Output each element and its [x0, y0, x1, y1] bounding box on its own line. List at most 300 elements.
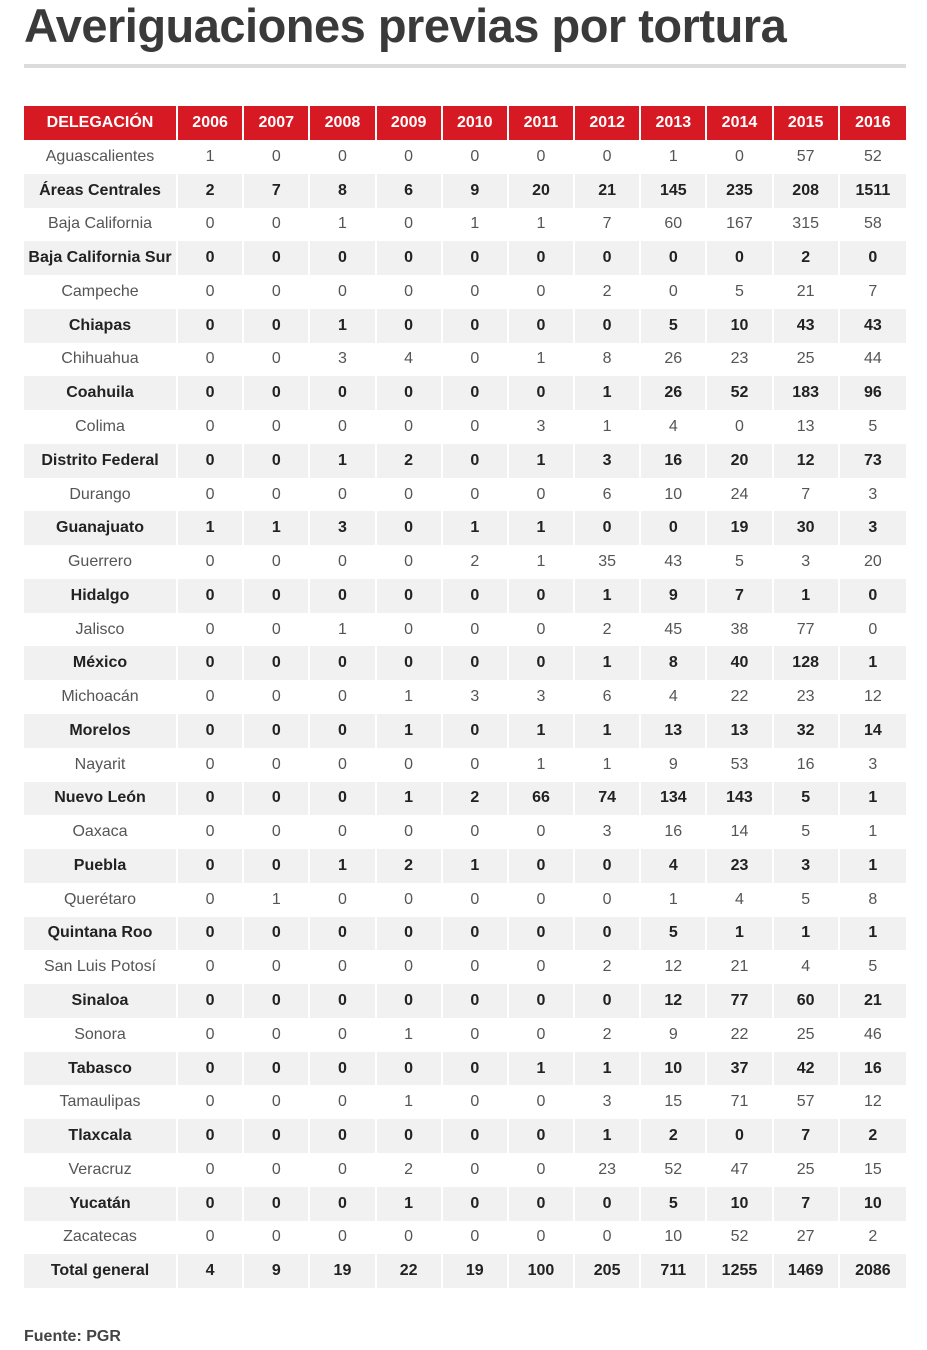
table-cell: 0 — [443, 410, 509, 444]
table-cell: 3 — [840, 748, 906, 782]
table-cell: 0 — [377, 478, 443, 512]
table-cell: 1 — [377, 680, 443, 714]
column-header-2010: 2010 — [443, 106, 509, 140]
table-cell: 60 — [641, 208, 707, 242]
table-cell: 0 — [575, 309, 641, 343]
table-cell: 12 — [840, 1085, 906, 1119]
table-cell: 3 — [509, 410, 575, 444]
table-cell: 0 — [178, 1153, 244, 1187]
table-cell: 0 — [310, 579, 376, 613]
table-cell: 4 — [641, 680, 707, 714]
table-cell: 1 — [310, 849, 376, 883]
page-title: Averiguaciones previas por tortura — [24, 0, 787, 52]
table-cell: 0 — [244, 1085, 310, 1119]
table-cell: 1511 — [840, 174, 906, 208]
table-cell: 0 — [310, 1221, 376, 1255]
table-cell: 0 — [244, 309, 310, 343]
column-header-2016: 2016 — [840, 106, 906, 140]
table-header-row — [24, 106, 906, 140]
table-cell: 53 — [707, 748, 773, 782]
table-cell: 22 — [707, 1018, 773, 1052]
table-cell: 0 — [178, 613, 244, 647]
table-cell: 13 — [707, 714, 773, 748]
table-cell: 3 — [774, 545, 840, 579]
table-cell: 7 — [840, 275, 906, 309]
table-cell: 0 — [310, 782, 376, 816]
table-cell: 77 — [774, 613, 840, 647]
table-cell: 0 — [377, 984, 443, 1018]
row-label: Querétaro — [24, 883, 178, 917]
table-cell: 25 — [774, 1018, 840, 1052]
table-cell: 10 — [641, 478, 707, 512]
table-cell: 0 — [244, 950, 310, 984]
table-row — [24, 208, 906, 242]
table-cell: 2 — [575, 613, 641, 647]
row-label: Guanajuato — [24, 511, 178, 545]
table-cell: 0 — [178, 782, 244, 816]
table-cell: 0 — [178, 478, 244, 512]
table-cell: 4 — [641, 410, 707, 444]
table-cell: 1 — [509, 444, 575, 478]
table-cell: 0 — [443, 1052, 509, 1086]
table-cell: 0 — [377, 1052, 443, 1086]
table-cell: 21 — [840, 984, 906, 1018]
row-label: Morelos — [24, 714, 178, 748]
table-cell: 0 — [443, 714, 509, 748]
table-row — [24, 309, 906, 343]
table-cell: 44 — [840, 343, 906, 377]
table-cell: 0 — [310, 950, 376, 984]
table-cell: 0 — [310, 815, 376, 849]
table-row — [24, 1221, 906, 1255]
table-cell: 9 — [641, 579, 707, 613]
table-cell: 20 — [707, 444, 773, 478]
total-cell: 22 — [377, 1254, 443, 1288]
table-cell: 0 — [443, 1018, 509, 1052]
table-cell: 0 — [244, 140, 310, 174]
table-cell: 3 — [575, 1085, 641, 1119]
table-cell: 2 — [575, 1018, 641, 1052]
table-cell: 0 — [509, 579, 575, 613]
table-cell: 0 — [178, 1018, 244, 1052]
table-cell: 0 — [178, 984, 244, 1018]
table-cell: 0 — [244, 748, 310, 782]
row-label: Chihuahua — [24, 343, 178, 377]
table-cell: 8 — [840, 883, 906, 917]
table-cell: 2 — [575, 275, 641, 309]
table-cell: 0 — [178, 748, 244, 782]
table-cell: 3 — [575, 444, 641, 478]
table-cell: 16 — [840, 1052, 906, 1086]
table-cell: 0 — [509, 1119, 575, 1153]
table-row — [24, 343, 906, 377]
table-cell: 1 — [840, 815, 906, 849]
table-cell: 16 — [641, 815, 707, 849]
table-cell: 0 — [310, 545, 376, 579]
table-cell: 1 — [377, 714, 443, 748]
table-row — [24, 613, 906, 647]
table-cell: 1 — [178, 511, 244, 545]
table-cell: 0 — [443, 748, 509, 782]
table-cell: 10 — [707, 309, 773, 343]
row-label: Tamaulipas — [24, 1085, 178, 1119]
table-cell: 3 — [840, 511, 906, 545]
table-cell: 0 — [575, 140, 641, 174]
table-cell: 0 — [310, 714, 376, 748]
table-cell: 0 — [443, 815, 509, 849]
table-cell: 1 — [575, 1052, 641, 1086]
table-cell: 15 — [840, 1153, 906, 1187]
table-cell: 5 — [707, 275, 773, 309]
column-header-2012: 2012 — [575, 106, 641, 140]
column-header-2008: 2008 — [310, 106, 376, 140]
table-cell: 1 — [443, 849, 509, 883]
table-cell: 4 — [377, 343, 443, 377]
table-row — [24, 950, 906, 984]
table-cell: 0 — [310, 410, 376, 444]
table-cell: 2 — [774, 241, 840, 275]
table-cell: 5 — [707, 545, 773, 579]
table-cell: 4 — [641, 849, 707, 883]
table-cell: 9 — [443, 174, 509, 208]
table-cell: 1 — [178, 140, 244, 174]
table-cell: 7 — [774, 1187, 840, 1221]
table-cell: 0 — [509, 241, 575, 275]
table-cell: 2 — [840, 1221, 906, 1255]
table-cell: 0 — [310, 241, 376, 275]
table-cell: 0 — [509, 478, 575, 512]
table-cell: 0 — [509, 1018, 575, 1052]
row-label: Distrito Federal — [24, 444, 178, 478]
table-cell: 0 — [244, 444, 310, 478]
table-cell: 0 — [443, 1119, 509, 1153]
table-cell: 0 — [377, 646, 443, 680]
table-cell: 1 — [509, 545, 575, 579]
table-cell: 0 — [310, 478, 376, 512]
total-cell: 100 — [509, 1254, 575, 1288]
table-cell: 42 — [774, 1052, 840, 1086]
table-cell: 0 — [244, 849, 310, 883]
table-cell: 0 — [244, 1052, 310, 1086]
table-cell: 0 — [575, 883, 641, 917]
table-cell: 5 — [774, 815, 840, 849]
row-label: Zacatecas — [24, 1221, 178, 1255]
table-cell: 0 — [840, 579, 906, 613]
column-header-2014: 2014 — [707, 106, 773, 140]
table-cell: 2 — [443, 545, 509, 579]
table-cell: 0 — [443, 376, 509, 410]
table-cell: 5 — [840, 410, 906, 444]
table-cell: 16 — [774, 748, 840, 782]
table-cell: 2 — [443, 782, 509, 816]
table-cell: 23 — [707, 849, 773, 883]
table-cell: 14 — [840, 714, 906, 748]
table-cell: 143 — [707, 782, 773, 816]
table-cell: 0 — [443, 1153, 509, 1187]
table-cell: 0 — [575, 984, 641, 1018]
table-cell: 0 — [575, 241, 641, 275]
table-cell: 10 — [840, 1187, 906, 1221]
row-label: Sonora — [24, 1018, 178, 1052]
row-label: Guerrero — [24, 545, 178, 579]
table-cell: 2 — [840, 1119, 906, 1153]
table-cell: 9 — [641, 748, 707, 782]
table-cell: 0 — [178, 1052, 244, 1086]
table-cell: 0 — [178, 545, 244, 579]
table-cell: 43 — [641, 545, 707, 579]
table-cell: 0 — [244, 680, 310, 714]
row-label: San Luis Potosí — [24, 950, 178, 984]
table-cell: 0 — [178, 1085, 244, 1119]
table-cell: 71 — [707, 1085, 773, 1119]
table-cell: 0 — [178, 714, 244, 748]
table-cell: 0 — [244, 815, 310, 849]
table-cell: 1 — [575, 376, 641, 410]
table-cell: 0 — [244, 376, 310, 410]
table-cell: 2 — [377, 1153, 443, 1187]
table-cell: 0 — [707, 140, 773, 174]
table-cell: 0 — [178, 1119, 244, 1153]
table-cell: 52 — [840, 140, 906, 174]
table-cell: 0 — [310, 883, 376, 917]
table-cell: 1 — [509, 1052, 575, 1086]
table-cell: 25 — [774, 1153, 840, 1187]
table-cell: 0 — [443, 579, 509, 613]
row-label: Tlaxcala — [24, 1119, 178, 1153]
table-cell: 0 — [575, 511, 641, 545]
table-cell: 0 — [178, 680, 244, 714]
table-cell: 0 — [377, 511, 443, 545]
table-cell: 0 — [377, 815, 443, 849]
table-cell: 23 — [707, 343, 773, 377]
table-row — [24, 511, 906, 545]
table-cell: 8 — [575, 343, 641, 377]
source-note: Fuente: PGR — [24, 1328, 121, 1345]
table-row — [24, 714, 906, 748]
table-cell: 7 — [707, 579, 773, 613]
table-row — [24, 1119, 906, 1153]
table-row — [24, 376, 906, 410]
table-cell: 0 — [443, 646, 509, 680]
table-cell: 0 — [244, 410, 310, 444]
table-cell: 13 — [774, 410, 840, 444]
table-cell: 1 — [840, 782, 906, 816]
table-cell: 10 — [641, 1221, 707, 1255]
row-label: Oaxaca — [24, 815, 178, 849]
table-cell: 0 — [443, 444, 509, 478]
table-cell: 2 — [575, 950, 641, 984]
table-cell: 1 — [774, 917, 840, 951]
table-cell: 0 — [443, 140, 509, 174]
table-cell: 66 — [509, 782, 575, 816]
table-cell: 0 — [509, 815, 575, 849]
table-cell: 1 — [310, 208, 376, 242]
table-cell: 7 — [774, 1119, 840, 1153]
table-row — [24, 1085, 906, 1119]
table-cell: 0 — [244, 275, 310, 309]
table-cell: 43 — [840, 309, 906, 343]
data-table — [24, 106, 906, 1288]
table-cell: 3 — [509, 680, 575, 714]
table-cell: 27 — [774, 1221, 840, 1255]
table-cell: 0 — [509, 984, 575, 1018]
table-cell: 96 — [840, 376, 906, 410]
table-cell: 7 — [575, 208, 641, 242]
row-label: Puebla — [24, 849, 178, 883]
table-row — [24, 883, 906, 917]
row-label: Baja California — [24, 208, 178, 242]
table-cell: 3 — [575, 815, 641, 849]
table-cell: 6 — [575, 478, 641, 512]
table-row — [24, 1153, 906, 1187]
table-cell: 3 — [310, 343, 376, 377]
table-cell: 43 — [774, 309, 840, 343]
table-cell: 0 — [244, 1018, 310, 1052]
table-cell: 0 — [178, 950, 244, 984]
table-cell: 7 — [244, 174, 310, 208]
table-cell: 0 — [310, 1018, 376, 1052]
table-cell: 0 — [840, 613, 906, 647]
table-body — [24, 140, 906, 1288]
table-cell: 1 — [707, 917, 773, 951]
row-label: Yucatán — [24, 1187, 178, 1221]
table-cell: 57 — [774, 1085, 840, 1119]
table-cell: 0 — [244, 579, 310, 613]
table-cell: 10 — [707, 1187, 773, 1221]
table-cell: 0 — [509, 1187, 575, 1221]
table-cell: 12 — [840, 680, 906, 714]
total-row — [24, 1254, 906, 1288]
table-cell: 8 — [641, 646, 707, 680]
table-cell: 0 — [244, 1221, 310, 1255]
row-label: Campeche — [24, 275, 178, 309]
table-cell: 0 — [178, 1221, 244, 1255]
table-cell: 1 — [509, 714, 575, 748]
table-cell: 5 — [774, 883, 840, 917]
table-cell: 235 — [707, 174, 773, 208]
table-cell: 10 — [641, 1052, 707, 1086]
table-cell: 0 — [575, 1221, 641, 1255]
table-cell: 0 — [707, 241, 773, 275]
table-cell: 0 — [310, 1153, 376, 1187]
table-cell: 0 — [178, 343, 244, 377]
table-row — [24, 984, 906, 1018]
table-cell: 0 — [178, 579, 244, 613]
table-cell: 2 — [377, 849, 443, 883]
table-cell: 4 — [707, 883, 773, 917]
table-cell: 0 — [310, 1187, 376, 1221]
table-cell: 6 — [575, 680, 641, 714]
table-cell: 0 — [443, 613, 509, 647]
table-cell: 38 — [707, 613, 773, 647]
table-row — [24, 748, 906, 782]
row-label: Coahuila — [24, 376, 178, 410]
total-cell: 1255 — [707, 1254, 773, 1288]
table-cell: 74 — [575, 782, 641, 816]
table-cell: 0 — [509, 140, 575, 174]
table-cell: 167 — [707, 208, 773, 242]
table-row — [24, 174, 906, 208]
table-cell: 0 — [377, 545, 443, 579]
table-cell: 0 — [641, 241, 707, 275]
table-cell: 0 — [377, 275, 443, 309]
table-cell: 0 — [443, 917, 509, 951]
table-cell: 0 — [178, 444, 244, 478]
total-cell: 1469 — [774, 1254, 840, 1288]
column-header-delegacion: DELEGACIÓN — [24, 106, 178, 140]
table-cell: 0 — [443, 309, 509, 343]
table-cell: 5 — [641, 309, 707, 343]
table-cell: 0 — [244, 917, 310, 951]
table-cell: 19 — [707, 511, 773, 545]
table-cell: 0 — [641, 511, 707, 545]
total-cell: 19 — [443, 1254, 509, 1288]
table-cell: 23 — [774, 680, 840, 714]
table-row — [24, 917, 906, 951]
table-row — [24, 680, 906, 714]
table-cell: 0 — [310, 140, 376, 174]
row-label: Áreas Centrales — [24, 174, 178, 208]
table-cell: 0 — [244, 984, 310, 1018]
table-row — [24, 478, 906, 512]
table-cell: 0 — [377, 613, 443, 647]
table-cell: 145 — [641, 174, 707, 208]
table-cell: 32 — [774, 714, 840, 748]
table-cell: 0 — [244, 241, 310, 275]
table-cell: 1 — [509, 343, 575, 377]
row-label: México — [24, 646, 178, 680]
table-cell: 0 — [377, 208, 443, 242]
table-cell: 37 — [707, 1052, 773, 1086]
table-cell: 0 — [244, 613, 310, 647]
table-cell: 45 — [641, 613, 707, 647]
table-cell: 24 — [707, 478, 773, 512]
table-cell: 0 — [244, 782, 310, 816]
table-cell: 0 — [178, 815, 244, 849]
table-cell: 9 — [641, 1018, 707, 1052]
table-cell: 1 — [774, 579, 840, 613]
table-cell: 1 — [840, 646, 906, 680]
table-cell: 0 — [178, 849, 244, 883]
table-cell: 0 — [509, 613, 575, 647]
table-cell: 1 — [575, 1119, 641, 1153]
table-cell: 1 — [575, 579, 641, 613]
table-cell: 0 — [178, 1187, 244, 1221]
table-row — [24, 815, 906, 849]
table-cell: 0 — [509, 275, 575, 309]
table-cell: 77 — [707, 984, 773, 1018]
table-row — [24, 1187, 906, 1221]
table-cell: 0 — [443, 883, 509, 917]
table-row — [24, 579, 906, 613]
table-cell: 1 — [443, 511, 509, 545]
table-cell: 8 — [310, 174, 376, 208]
table-cell: 0 — [178, 883, 244, 917]
table-cell: 0 — [707, 410, 773, 444]
table-cell: 0 — [178, 646, 244, 680]
table-cell: 3 — [310, 511, 376, 545]
table-cell: 0 — [244, 343, 310, 377]
table-cell: 0 — [575, 849, 641, 883]
table-cell: 47 — [707, 1153, 773, 1187]
table-cell: 3 — [774, 849, 840, 883]
table-cell: 0 — [377, 579, 443, 613]
table-row — [24, 410, 906, 444]
table-cell: 0 — [443, 984, 509, 1018]
table-cell: 315 — [774, 208, 840, 242]
row-label: Nuevo León — [24, 782, 178, 816]
table-cell: 1 — [840, 917, 906, 951]
